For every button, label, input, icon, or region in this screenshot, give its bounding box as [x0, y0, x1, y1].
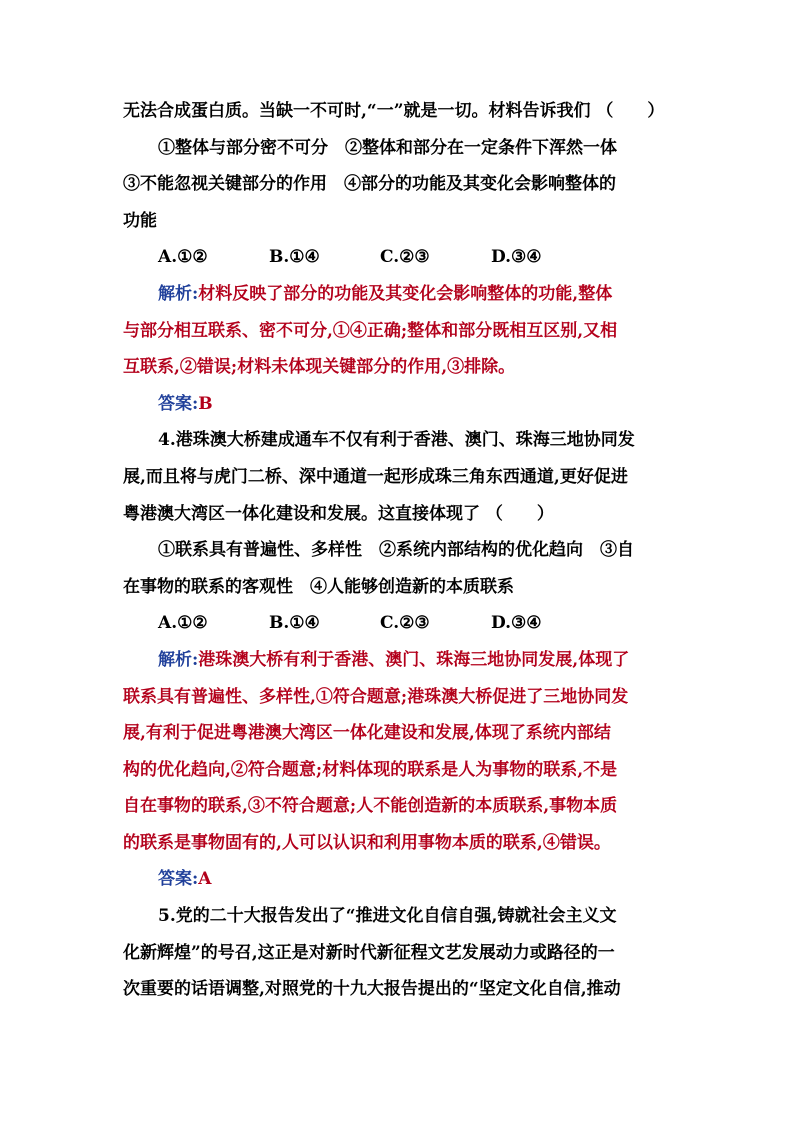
question-3 — [123, 93, 675, 422]
analysis-line: 展,有利于促进粤港澳大湾区一体化建设和发展,体现了系统内部结 — [123, 723, 611, 744]
analysis-text: 材料反映了部分的功能及其变化会影响整体的功能,整体 — [198, 283, 613, 304]
answer-options — [123, 239, 675, 276]
question-stem: 无法合成蛋白质。当缺一不可时,“一”就是一切。材料告诉我们 （ ） — [123, 101, 665, 121]
statement-line: ①整体与部分密不可分 ②整体和部分在一定条件下浑然一体 — [158, 137, 617, 158]
question-stem: 展,而且将与虎门二桥、深中通道一起形成珠三角东西通道,更好促进 — [123, 466, 628, 487]
statement-line: ③不能忽视关键部分的作用 ④部分的功能及其变化会影响整体的 — [123, 174, 616, 195]
analysis-line: 联系具有普遍性、多样性,①符合题意;港珠澳大桥促进了三地协同发 — [123, 686, 629, 707]
answer-line — [123, 386, 675, 423]
option-c: C.②③ — [380, 247, 430, 268]
question-stem: 粤港澳大湾区一体化建设和发展。这直接体现了 （ ） — [123, 503, 554, 524]
option-d: D.③④ — [491, 247, 542, 268]
answer-options — [123, 605, 675, 642]
answer-value: A — [198, 869, 212, 890]
analysis-label: 解析: — [158, 283, 199, 304]
analysis-line: 的联系是事物固有的,人可以认识和利用事物本质的联系,④错误。 — [123, 832, 611, 853]
document-page — [123, 93, 675, 1008]
analysis-line: 与部分相互联系、密不可分,①④正确;整体和部分既相互区别,又相 — [123, 320, 618, 341]
analysis-line: 自在事物的联系,③不符合题意;人不能创造新的本质联系,事物本质 — [123, 796, 618, 817]
analysis-line: 构的优化趋向,②符合题意;材料体现的联系是人为事物的联系,不是 — [123, 759, 618, 780]
analysis-line — [123, 642, 675, 679]
answer-label: 答案: — [158, 869, 199, 890]
statement-line: 在事物的联系的客观性 ④人能够创造新的本质联系 — [123, 576, 514, 597]
option-a: A.①② — [158, 247, 208, 268]
question-stem: 4.港珠澳大桥建成通车不仅有利于香港、澳门、珠海三地协同发 — [158, 430, 635, 451]
analysis-line: 互联系,②错误;材料未体现关键部分的作用,③排除。 — [123, 357, 516, 378]
question-stem: 次重要的话语调整,对照党的十九大报告提出的“坚定文化自信,推动 — [123, 979, 621, 1000]
option-b: B.①④ — [269, 613, 320, 634]
option-d: D.③④ — [491, 613, 542, 634]
option-a: A.①② — [158, 613, 208, 634]
option-b: B.①④ — [269, 247, 320, 268]
question-4 — [123, 422, 675, 898]
analysis-text: 港珠澳大桥有利于香港、澳门、珠海三地协同发展,体现了 — [198, 649, 630, 670]
statement-line: ①联系具有普遍性、多样性 ②系统内部结构的优化趋向 ③自 — [158, 540, 634, 561]
question-stem: 化新辉煌”的号召,这正是对新时代新征程文艺发展动力或路径的一 — [123, 942, 615, 963]
analysis-label: 解析: — [158, 649, 199, 670]
option-c: C.②③ — [380, 613, 430, 634]
analysis-line — [123, 276, 675, 313]
answer-label: 答案: — [158, 393, 199, 414]
answer-line — [123, 861, 675, 898]
question-stem: 5.党的二十大报告发出了“推进文化自信自强,铸就社会主义文 — [158, 906, 617, 927]
answer-value: B — [198, 393, 213, 414]
question-5 — [123, 898, 675, 1008]
statement-line: 功能 — [123, 210, 157, 231]
